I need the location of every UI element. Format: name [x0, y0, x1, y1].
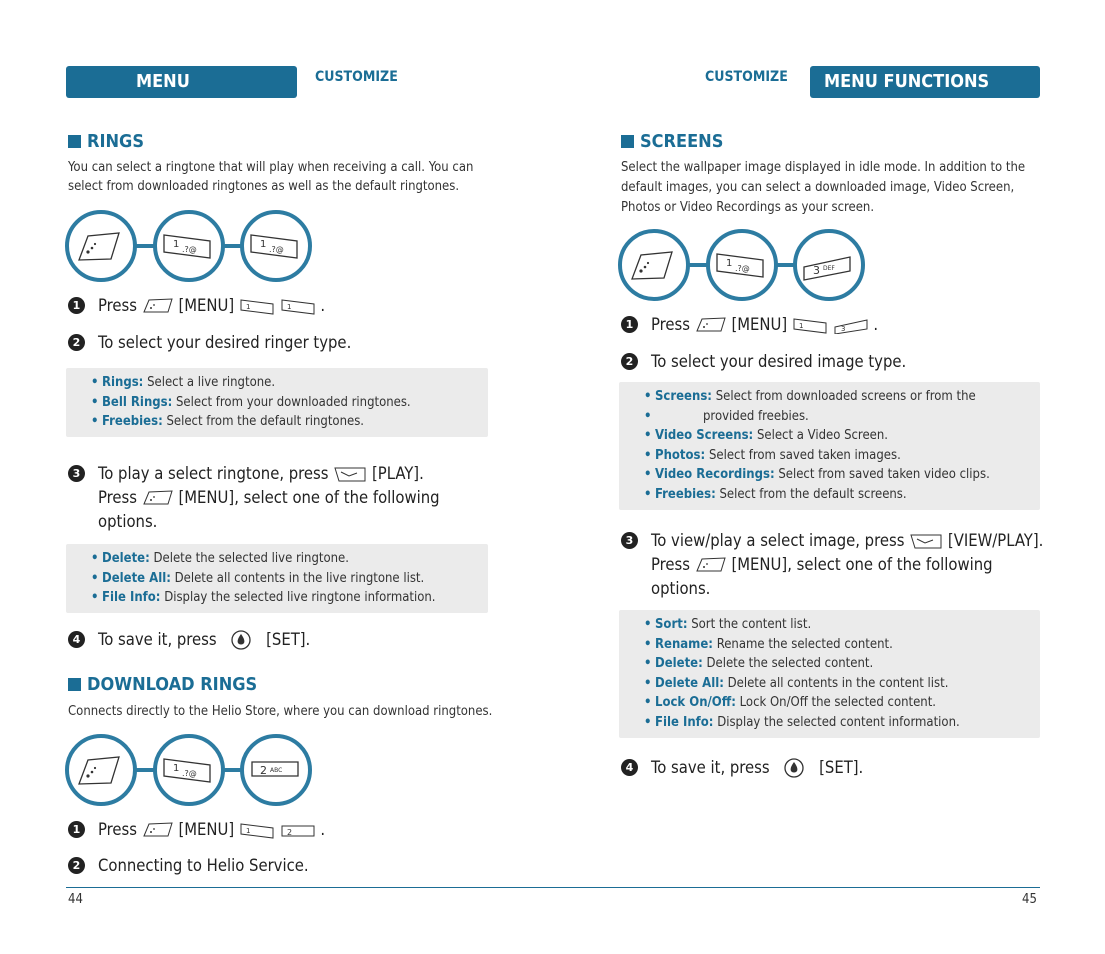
- list-item: • Delete All: Delete all contents in the live ringtone list.: [91, 569, 488, 589]
- menu-key-icon: [67, 212, 135, 280]
- list-item: • Lock On/Off: Lock On/Off the selected content.: [644, 693, 1040, 713]
- step-text: To select your desired ringer type.: [98, 333, 352, 352]
- svg-text:1: 1: [245, 827, 251, 835]
- svg-text:1: 1: [798, 322, 804, 330]
- list-item: • Freebies: Select from the default screens.: [644, 485, 1040, 505]
- list-item: • Video Recordings: Select from saved taken video clips.: [644, 465, 1040, 485]
- download-rings-heading: [68, 674, 257, 695]
- list-item: • Delete All: Delete all contents in the content list.: [644, 674, 1040, 694]
- screens-key-sequence-graphic: [617, 227, 867, 303]
- key-1-icon: [239, 821, 275, 839]
- svg-text:1: 1: [260, 239, 267, 250]
- svg-text:1: 1: [245, 303, 251, 311]
- list-item: • Delete: Delete the selected content.: [644, 654, 1040, 674]
- menu-key-icon: [67, 736, 135, 804]
- menu-key-icon: [142, 489, 174, 507]
- step-text: To view/play a select image, press: [651, 531, 905, 550]
- list-item: • Screens: Select from downloaded screens or from the: [644, 387, 1040, 407]
- screens-step-4: [621, 756, 863, 780]
- list-item: • Photos: Select from saved taken images.: [644, 446, 1040, 466]
- step-text: [VIEW/PLAY].: [947, 531, 1044, 550]
- svg-text:ABC: ABC: [270, 767, 283, 774]
- screens-options-box: [619, 610, 1040, 738]
- svg-text:2: 2: [286, 828, 292, 837]
- play-key-icon: [333, 465, 367, 483]
- list-item: • Rename: Rename the selected content.: [644, 635, 1040, 655]
- rings-title: RINGS: [87, 131, 144, 152]
- download-key-sequence: [64, 732, 314, 808]
- screens-heading: [621, 131, 723, 152]
- list-item: • File Info: Display the selected content information.: [644, 713, 1040, 733]
- step-text: [PLAY].: [371, 464, 424, 483]
- step-number: 1: [68, 821, 85, 838]
- step-text: Connecting to Helio Service.: [98, 856, 309, 875]
- svg-text:.?@: .?@: [182, 245, 197, 254]
- right-section-label: CUSTOMIZE: [705, 69, 788, 85]
- menu-key-icon: [142, 821, 174, 839]
- step-number: 2: [68, 857, 85, 874]
- left-section-label: CUSTOMIZE: [315, 69, 398, 85]
- step-text: [MENU]: [178, 296, 235, 315]
- download-step-1: [68, 818, 325, 842]
- screens-step-1: [621, 313, 878, 337]
- left-tab-menu-functions: [66, 66, 297, 124]
- footer-rule: [66, 887, 1040, 888]
- screens-step-3: [621, 529, 1081, 601]
- key-3-icon: [833, 316, 869, 334]
- rings-options-box: [66, 544, 488, 613]
- step-text: .: [873, 315, 879, 334]
- key-1-icon: [792, 316, 828, 334]
- rings-key-sequence: [64, 208, 314, 284]
- svg-text:DEF: DEF: [823, 265, 835, 272]
- image-types-box: [619, 382, 1040, 510]
- list-item: • Freebies: Select from the default ringtones.: [91, 412, 488, 432]
- ok-key-icon: [774, 757, 814, 779]
- menu-key-icon: [620, 231, 688, 299]
- step-text: Press: [98, 296, 138, 315]
- step-text: [MENU], select one of the following: [731, 555, 993, 574]
- screens-description: Select the wallpaper image displayed in idle mode. In addition to the default images, you can select a downloaded image, Video Screen, Photos or Video Recordings as your screen.: [621, 160, 1026, 215]
- key-2-icon: [242, 736, 310, 804]
- screens-step-2: [621, 350, 906, 374]
- step-text: .: [320, 820, 326, 839]
- heading-square-icon: [68, 678, 81, 691]
- step-text: To save it, press: [98, 630, 217, 649]
- step-text: options.: [651, 579, 711, 598]
- ringer-types-box: [66, 368, 488, 437]
- menu-key-icon: [695, 316, 727, 334]
- step-number: 4: [621, 759, 638, 776]
- download-step-2: [68, 854, 309, 878]
- key-1-icon: [708, 231, 776, 299]
- step-text: [SET].: [819, 758, 864, 777]
- screens-title: SCREENS: [640, 131, 724, 152]
- step-number: 2: [621, 353, 638, 370]
- svg-text:1: 1: [726, 258, 733, 269]
- play-key-icon: [909, 532, 943, 550]
- menu-key-icon: [142, 297, 174, 315]
- left-tab-label: MENU FUNCTIONS: [136, 71, 242, 124]
- svg-text:.?@: .?@: [735, 264, 750, 273]
- step-number: 3: [621, 532, 638, 549]
- download-rings-title: DOWNLOAD RINGS: [87, 674, 258, 695]
- step-text: Press: [98, 488, 138, 507]
- list-item: • Rings: Select a live ringtone.: [91, 373, 488, 393]
- rings-heading: [68, 131, 144, 152]
- download-rings-description: Connects directly to the Helio Store, where you can download ringtones.: [68, 704, 493, 719]
- step-text: [MENU], select one of the following: [178, 488, 440, 507]
- rings-key-sequence-graphic: [64, 208, 314, 284]
- svg-text:.?@: .?@: [269, 245, 284, 254]
- step-number: 4: [68, 631, 85, 648]
- rings-step-2: [68, 331, 351, 355]
- ok-key-icon: [221, 629, 261, 651]
- rings-step-1: [68, 294, 325, 318]
- list-item: • File Info: Display the selected live ringtone information.: [91, 588, 488, 608]
- heading-square-icon: [621, 135, 634, 148]
- right-page-number: 45: [1022, 892, 1037, 907]
- step-text: [MENU]: [178, 820, 235, 839]
- right-tab-label: MENU FUNCTIONS: [824, 71, 990, 92]
- key-1-icon: [242, 212, 310, 280]
- key-2-icon: [280, 821, 316, 839]
- svg-text:1: 1: [173, 239, 180, 250]
- key-1-icon: [155, 736, 223, 804]
- svg-text:2: 2: [260, 764, 267, 777]
- key-1-icon: [239, 297, 275, 315]
- step-number: 1: [621, 316, 638, 333]
- download-key-sequence-graphic: [64, 732, 314, 808]
- step-text: options.: [98, 512, 158, 531]
- list-item: • Bell Rings: Select from your downloaded ringtones.: [91, 393, 488, 413]
- svg-text:1: 1: [286, 303, 292, 311]
- rings-step-4: [68, 628, 310, 652]
- heading-square-icon: [68, 135, 81, 148]
- step-text: To save it, press: [651, 758, 770, 777]
- menu-key-icon: [695, 556, 727, 574]
- step-text: Press: [651, 555, 691, 574]
- left-page-number: 44: [68, 892, 83, 907]
- svg-text:3: 3: [840, 325, 846, 333]
- key-1-icon: [280, 297, 316, 315]
- svg-text:.?@: .?@: [182, 769, 197, 778]
- list-item: • Sort: Sort the content list.: [644, 615, 1040, 635]
- list-item: • Video Screens: Select a Video Screen.: [644, 426, 1040, 446]
- list-item-continuation: • provided freebies.: [644, 407, 1040, 427]
- svg-text:3: 3: [813, 264, 820, 277]
- rings-step-3: [68, 462, 518, 534]
- step-number: 3: [68, 465, 85, 482]
- step-text: [SET].: [266, 630, 311, 649]
- step-number: 1: [68, 297, 85, 314]
- screens-key-sequence: [617, 227, 867, 303]
- step-number: 2: [68, 334, 85, 351]
- step-text: To play a select ringtone, press: [98, 464, 329, 483]
- step-text: Press: [651, 315, 691, 334]
- list-item: • Delete: Delete the selected live ringtone.: [91, 549, 488, 569]
- right-tab-menu-functions: [810, 66, 1040, 98]
- key-3-icon: [795, 231, 863, 299]
- step-text: [MENU]: [731, 315, 788, 334]
- rings-description: You can select a ringtone that will play when receiving a call. You can select from downloaded ringtones as well as the default ringtones.: [68, 160, 474, 194]
- step-text: To select your desired image type.: [651, 352, 907, 371]
- step-text: Press: [98, 820, 138, 839]
- step-text: .: [320, 296, 326, 315]
- key-1-icon: [155, 212, 223, 280]
- svg-text:1: 1: [173, 763, 180, 774]
